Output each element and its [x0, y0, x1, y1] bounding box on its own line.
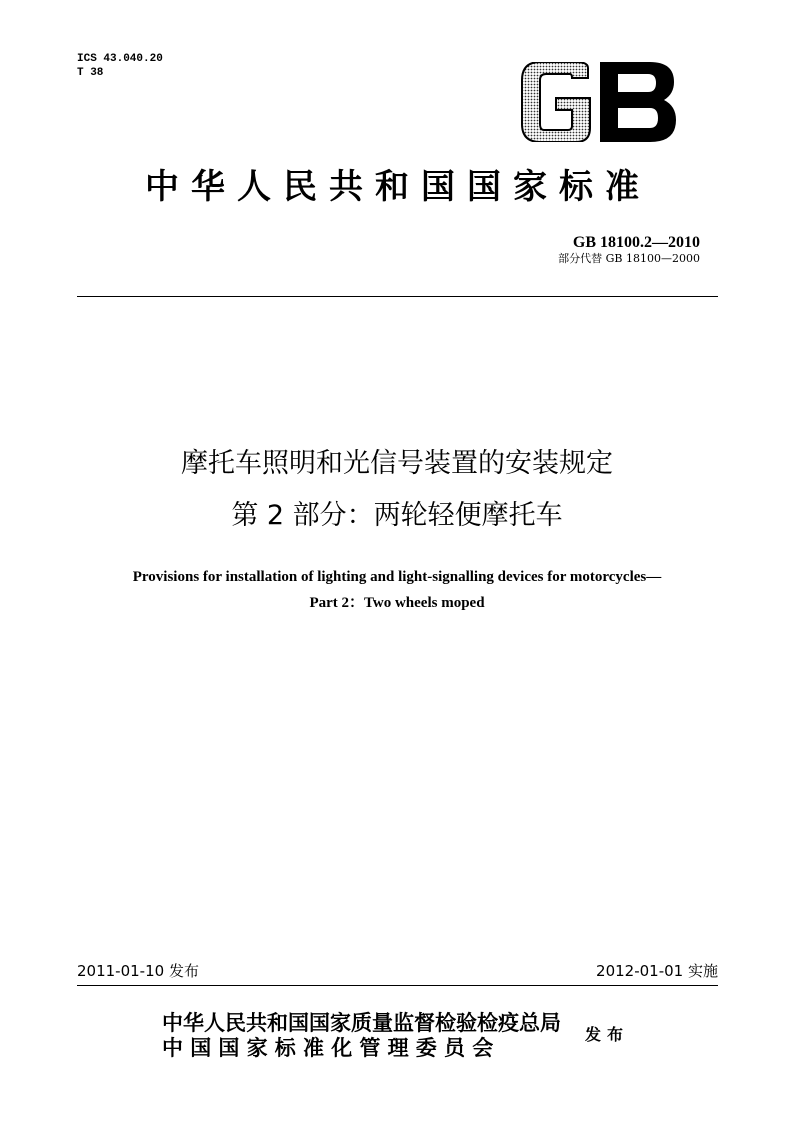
gb-logo — [518, 62, 678, 142]
issuer-aqsiq: 中华人民共和国国家质量监督检验检疫总局 — [162, 1010, 561, 1035]
title-en-line1: Provisions for installation of lighting and light-signalling devices for motorcycles— — [132, 569, 662, 585]
standard-number: GB 18100.2—2010 — [572, 234, 700, 251]
publish-label: 发布 — [585, 1025, 630, 1044]
ics-code: ICS 43.040.20 — [77, 53, 163, 65]
bottom-divider — [77, 985, 718, 986]
title-cn-line1: 摩托车照明和光信号装置的安装规定 — [181, 448, 613, 479]
issuer-sac: 中国国家标准化管理委员会 — [162, 1035, 501, 1060]
implementation-date: 2012-01-01 实施 — [596, 962, 718, 980]
classification-block — [77, 52, 163, 80]
letter-g-shape — [522, 62, 590, 142]
standard-number-block — [558, 234, 700, 266]
issue-date: 2011-01-10 发布 — [77, 962, 199, 980]
letter-b-shape — [600, 62, 676, 142]
title-en-line2: Part 2：Two wheels moped — [309, 595, 485, 611]
standard-type-heading: 中华人民共和国国家标准 — [145, 167, 651, 207]
top-divider — [77, 296, 718, 297]
replaces-note: 部分代替 GB 18100—2000 — [558, 252, 700, 265]
ccs-code: T 38 — [77, 67, 104, 79]
title-cn-line2: 第 2 部分：两轮轻便摩托车 — [231, 500, 563, 531]
